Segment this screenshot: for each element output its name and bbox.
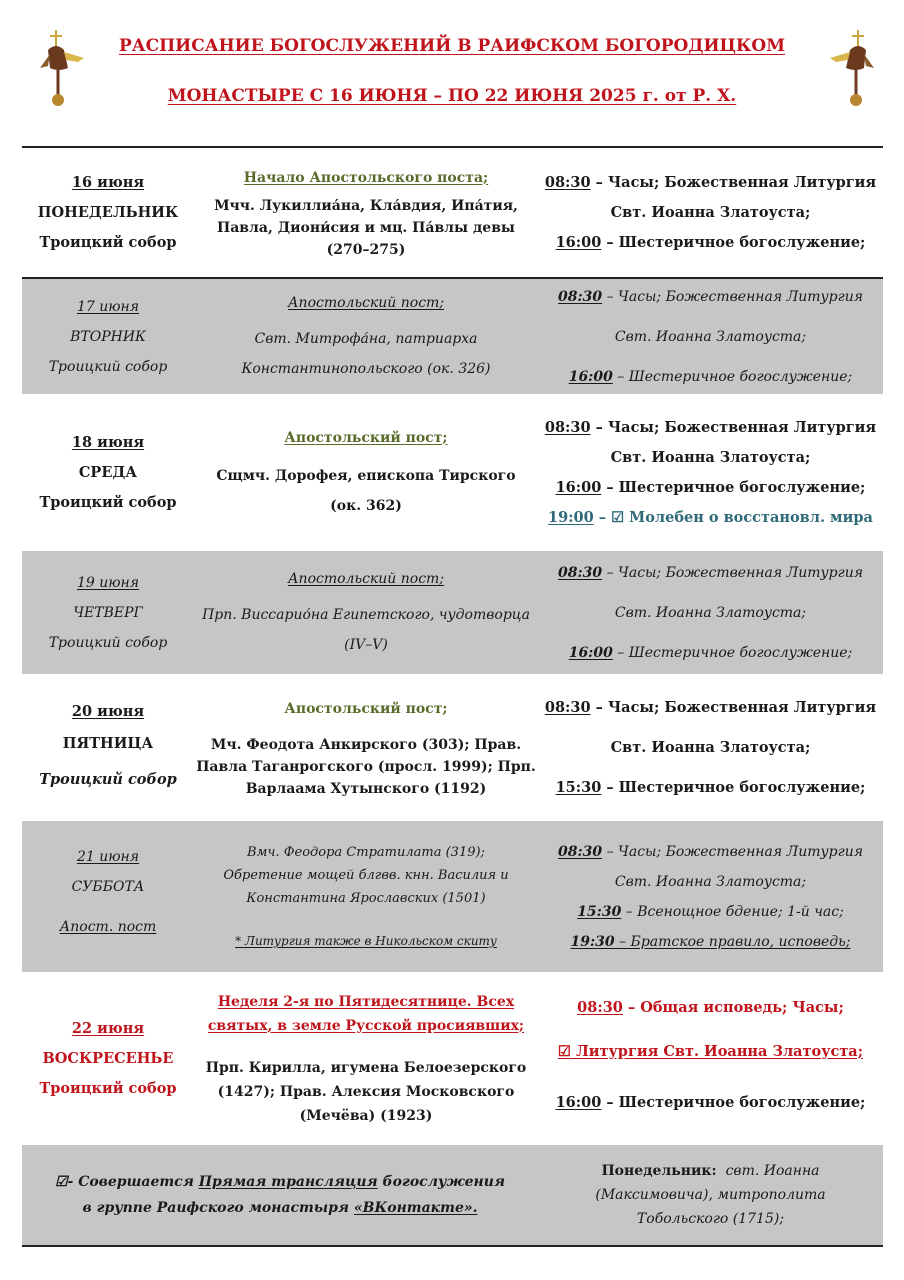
saint-line: (ок. 362): [330, 497, 402, 514]
saint-line: (270–275): [326, 241, 406, 258]
service-line: [556, 228, 866, 258]
service-line: [545, 168, 876, 198]
day-date: 22 июня: [71, 1019, 145, 1037]
service-text: – Часы; Божественная Литургия: [602, 564, 863, 581]
day-date: 20 июня: [71, 702, 145, 720]
service-text: – Часы; Божественная Литургия: [602, 843, 863, 860]
saint-line: (1427); Прав. Алексия Московского: [217, 1083, 515, 1100]
day-cell: [22, 821, 194, 972]
saint-line: Мчч. Лукиллиа́на, Кла́вдия, Ипа́тия,: [214, 197, 518, 214]
saints-cell: [194, 148, 538, 277]
day-cell: [22, 148, 194, 277]
service-text: – Шестеричное богослужение;: [601, 478, 866, 496]
service-text: – Шестеричное богослужение;: [601, 778, 866, 796]
service-text: – Шестеричное богослужение;: [601, 233, 866, 251]
day-weekday: СУББОТА: [71, 878, 145, 895]
day-place: Троицкий собор: [39, 1079, 177, 1097]
service-time: 08:30: [577, 998, 623, 1016]
day-place: Троицкий собор: [48, 634, 168, 651]
saint-line: Мч. Феодота Анкирского (303); Прав.: [210, 736, 522, 753]
service-line: Свт. Иоанна Златоуста;: [614, 328, 807, 345]
service-time: 08:30: [544, 418, 591, 436]
day-cell: [22, 674, 194, 821]
service-line: Свт. Иоанна Златоуста;: [610, 448, 811, 466]
saint-line: Сщмч. Дорофея, епископа Тирского: [216, 467, 516, 484]
service-line: [558, 277, 863, 317]
service-line: ☑ Литургия Свт. Иоанна Златоуста;: [557, 1042, 864, 1060]
day-place: Троицкий собор: [39, 493, 177, 511]
service-text: – Общая исповедь; Часы;: [622, 998, 844, 1016]
service-time: 08:30: [557, 564, 603, 581]
saint-line: Константина Ярославских (1501): [246, 891, 486, 906]
service-text: – Часы; Божественная Литургия: [590, 698, 877, 716]
schedule-row: [22, 148, 883, 279]
saint-line: Прп. Кирилла, игумена Белоезерского: [205, 1059, 527, 1076]
schedule-row: [22, 394, 883, 551]
service-text: – Всенощное бдение; 1-й час;: [621, 903, 844, 920]
saint-line: Павла Таганрогского (просл. 1999); Прп.: [196, 758, 536, 775]
saint-line: Константинопольского (ок. 326): [241, 360, 491, 377]
service-line: [548, 503, 873, 533]
feast-label: Апостольский пост;: [284, 429, 448, 446]
service-time: 16:00: [568, 644, 613, 661]
services-cell: [538, 551, 883, 674]
broadcast-link[interactable]: Прямая трансляция: [198, 1174, 378, 1190]
saint-line: Вмч. Феодора Стратилата (319);: [247, 845, 485, 860]
feast-label: Апостольский пост;: [284, 700, 448, 717]
service-time: 16:00: [568, 368, 613, 385]
services-cell: [538, 972, 883, 1145]
service-text: – Часы; Божественная Литургия: [590, 173, 877, 191]
service-time: 16:00: [555, 233, 602, 251]
service-line: [569, 357, 853, 397]
services-cell: [538, 279, 883, 394]
day-place: Апост. пост: [59, 918, 157, 935]
schedule-row: [22, 972, 883, 1145]
day-weekday: ПОНЕДЕЛЬНИК: [37, 203, 179, 221]
day-weekday: СРЕДА: [78, 463, 138, 481]
service-line: [569, 633, 853, 673]
page-header: [0, 0, 904, 140]
day-weekday: ВОСКРЕСЕНЬЕ: [42, 1049, 174, 1067]
day-weekday: ПЯТНИЦА: [62, 734, 154, 752]
saint-line: Прп. Виссарио́на Египетского, чудотворца: [202, 606, 530, 623]
service-line: Свт. Иоанна Златоуста;: [610, 203, 811, 221]
saints-cell: [194, 821, 538, 972]
service-time: 16:00: [555, 1093, 602, 1111]
schedule-table: [22, 146, 883, 1247]
day-date: 19 июня: [76, 574, 140, 591]
services-cell: [538, 394, 883, 551]
day-place: Троицкий собор: [39, 233, 177, 251]
day-date: 18 июня: [71, 433, 145, 451]
service-time: 08:30: [557, 288, 603, 305]
service-line: [571, 927, 851, 957]
service-line: [556, 1074, 866, 1132]
feast-label: Апостольский пост;: [287, 570, 445, 587]
service-line: [577, 897, 844, 927]
broadcast-note: ☑- Совершается Прямая трансляция богослужения в группе Раифского монастыря «ВКонтакте».: [54, 1174, 506, 1216]
service-line: [556, 768, 866, 808]
saint-line: Павла, Диони́сия и мц. Па́влы девы: [217, 219, 515, 236]
saint-line: Варлаама Хутынского (1192): [245, 780, 487, 797]
service-line: [556, 473, 866, 503]
service-time: 08:30: [544, 698, 591, 716]
footer-row: [22, 1145, 883, 1245]
services-cell: [538, 148, 883, 277]
saints-cell: [194, 279, 538, 394]
service-time: 08:30: [557, 843, 603, 860]
service-line: [545, 688, 876, 728]
day-cell: [22, 394, 194, 551]
schedule-row: [22, 821, 883, 972]
service-text: – Шестеричное богослужение;: [601, 1093, 866, 1111]
day-cell: [22, 551, 194, 674]
day-date: 17 июня: [76, 298, 140, 315]
service-text: – Шестеричное богослужение;: [612, 368, 853, 385]
service-time: 15:30: [577, 903, 622, 920]
schedule-row: [22, 551, 883, 674]
service-text: – Шестеричное богослужение;: [612, 644, 853, 661]
service-line: Свт. Иоанна Златоуста;: [614, 604, 807, 621]
service-time: 15:30: [555, 778, 602, 796]
service-time: 16:00: [555, 478, 602, 496]
vkontakte-link[interactable]: «ВКонтакте».: [353, 1200, 478, 1216]
saint-line: Свт. Митрофа́на, патриарха: [254, 330, 478, 347]
feast-label: Апостольский пост;: [287, 294, 445, 311]
page-title-line-2: МОНАСТЫРЕ С 16 ИЮНЯ – ПО 22 ИЮНЯ 2025 г. от Р. Х.: [167, 86, 737, 106]
day-date: 21 июня: [76, 848, 140, 865]
schedule-row: [22, 674, 883, 821]
liturgy-note: * Литургия также в Никольском скиту: [235, 934, 497, 948]
service-time: 08:30: [544, 173, 591, 191]
feast-label: Начало Апостольского поста;: [243, 169, 489, 186]
saint-line: Обретение мощей блгвв. кнн. Василия и: [223, 868, 509, 883]
saints-cell: [194, 674, 538, 821]
feast-label: святых, в земле Русской просиявших;: [207, 1017, 525, 1034]
saints-cell: [194, 972, 538, 1145]
saints-cell: [194, 394, 538, 551]
page-title-line-1: РАСПИСАНИЕ БОГОСЛУЖЕНИЙ В РАИФСКОМ БОГОРОДИЦКОМ: [118, 36, 786, 56]
service-time: 19:00: [548, 508, 594, 526]
checkbox-icon: ☑: [54, 1174, 68, 1190]
feast-label: Неделя 2-я по Пятидесятнице. Всех: [217, 993, 515, 1010]
saint-line: (IV–V): [344, 636, 388, 653]
service-text: – Часы; Божественная Литургия: [590, 418, 877, 436]
service-line: Свт. Иоанна Златоуста;: [614, 873, 807, 890]
service-line: Свт. Иоанна Златоуста;: [610, 738, 811, 756]
day-place: Троицкий собор: [39, 770, 177, 788]
day-weekday: ЧЕТВЕРГ: [73, 604, 143, 621]
services-cell: [538, 674, 883, 821]
schedule-row: [22, 279, 883, 394]
commemoration-note: Понедельник: свт. Иоанна (Максимовича), митрополита Тобольского (1715);: [595, 1163, 826, 1227]
day-cell: [22, 279, 194, 394]
services-cell: [538, 821, 883, 972]
service-text: – ☑ Молебен о восстановл. мира: [593, 508, 873, 526]
day-date: 16 июня: [71, 173, 145, 191]
day-place: Троицкий собор: [48, 358, 168, 375]
service-line: [558, 553, 863, 593]
service-time: 19:30: [570, 933, 615, 950]
day-cell: [22, 972, 194, 1145]
service-text: – Часы; Божественная Литургия: [602, 288, 863, 305]
service-line: [577, 986, 844, 1030]
commemoration-label: Понедельник:: [601, 1163, 717, 1179]
service-text: – Братское правило, исповедь;: [614, 933, 851, 950]
saints-cell: [194, 551, 538, 674]
day-weekday: ВТОРНИК: [70, 328, 146, 345]
service-line: [545, 413, 876, 443]
saint-line: (Мечёва) (1923): [299, 1107, 433, 1124]
service-line: [558, 837, 863, 867]
